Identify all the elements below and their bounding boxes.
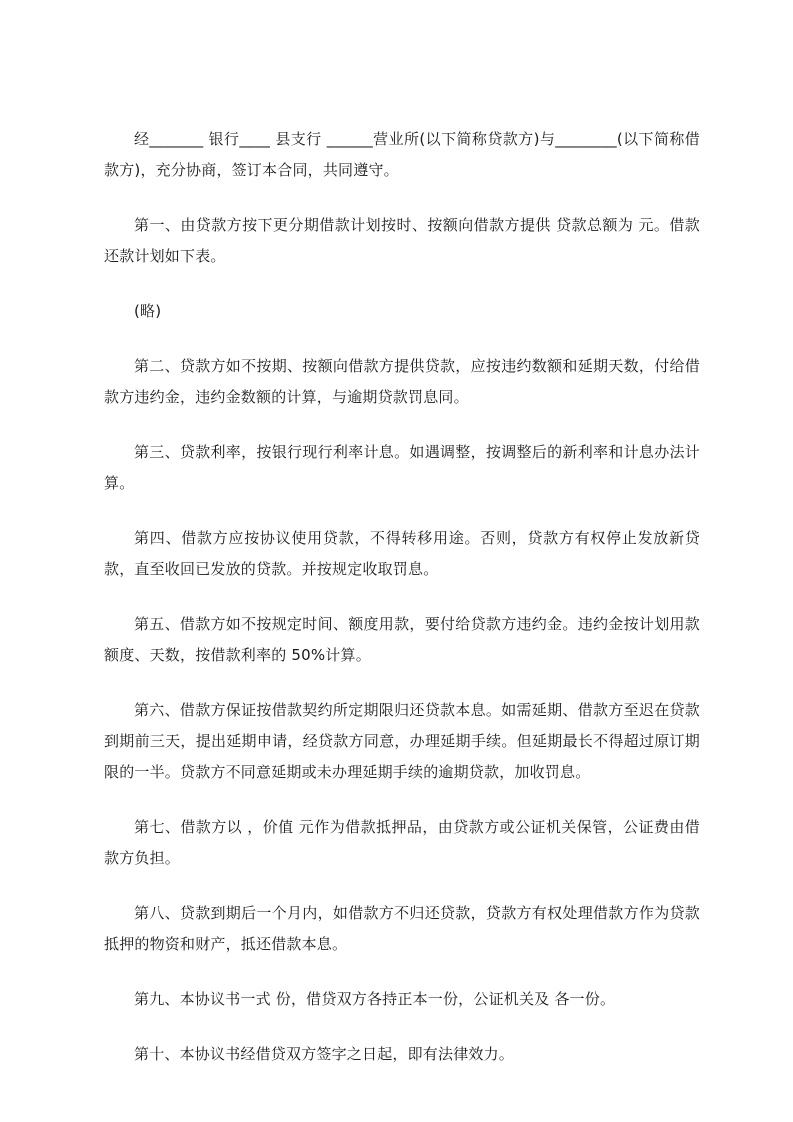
paragraph-omitted-note: (略) [134,302,162,320]
paragraph-article-8: 第八、贷款到期后一个月内，如借款方不归还贷款，贷款方有权处理借款方作为贷款抵押的物资和财产，抵还借款本息。 [104,904,700,953]
paragraph-article-10: 第十、本协议书经借贷双方签字之日起，即有法律效力。 [134,1045,515,1063]
paragraph-article-3: 第三、贷款利率，按银行现行利率计息。如遇调整，按调整后的新利率和计息办法计算。 [104,443,700,492]
paragraph-article-2: 第二、贷款方如不按期、按额向借款方提供贷款，应按违约数额和延期天数，付给借款方违约金，违约金数额的计算，与逾期贷款罚息同。 [104,357,700,406]
paragraph-article-4: 第四、借款方应按协议使用贷款，不得转移用途。否则，贷款方有权停止发放新贷款，直至收回已发放的贷款。并按规定收取罚息。 [104,529,700,578]
paragraph-article-7: 第七、借款方以 ，价值 元作为借款抵押品，由贷款方或公证机关保管，公证费由借款方负担。 [104,818,700,867]
paragraph-article-9: 第九、本协议书一式 份，借贷双方各持正本一份，公证机关及 各一份。 [134,990,616,1008]
paragraph-preamble: 经_______ 银行____ 县支行 ______营业所(以下简称贷款方)与________(以下简称借款方)，充分协商，签订本合同，共同遵守。 [104,130,700,179]
paragraph-article-6: 第六、借款方保证按借款契约所定期限归还贷款本息。如需延期、借款方至迟在贷款到期前三天，提出延期申请，经贷款方同意，办理延期手续。但延期最长不得超过原订期限的一半。贷款方不同意延期或未办理延期手续的逾期贷款，加收罚息。 [104,701,700,781]
paragraph-article-1: 第一、由贷款方按下更分期借款计划按时、按额向借款方提供 贷款总额为 元。借款还款计划如下表。 [104,216,700,265]
paragraph-article-5: 第五、借款方如不按规定时间、额度用款，要付给贷款方违约金。违约金按计划用款额度、天数，按借款利率的 50%计算。 [104,615,700,664]
document-body [104,124,700,1070]
